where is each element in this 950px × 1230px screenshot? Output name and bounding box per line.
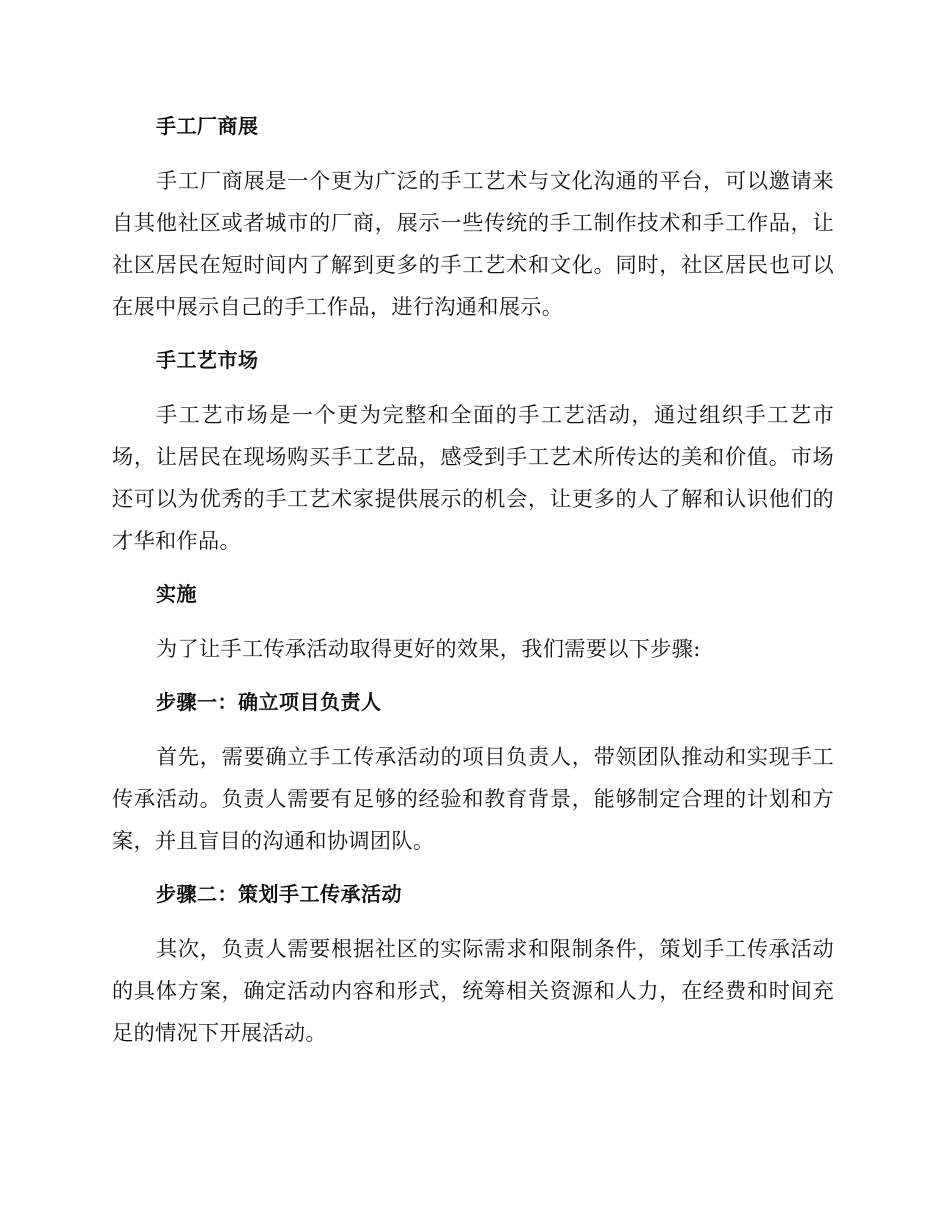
paragraph-step2: 其次，负责人需要根据社区的实际需求和限制条件，策划手工传承活动的具体方案，确定活动内容和形式，统筹相关资源和人力，在经费和时间充足的情况下开展活动。 xyxy=(112,936,834,1045)
paragraph-craft-fair: 手工厂商展是一个更为广泛的手工艺术与文化沟通的平台，可以邀请来自其他社区或者城市的厂商，展示一些传统的手工制作技术和手工作品，让社区居民在短时间内了解到更多的手工艺术和文化。同时，社区居民也可以在展中展示自己的手工作品，进行沟通和展示。 xyxy=(112,168,834,319)
section-heading-step1: 步骤一：确立项目负责人 xyxy=(156,690,382,714)
paragraph-step1: 首先，需要确立手工传承活动的项目负责人，带领团队推动和实现手工传承活动。负责人需要有足够的经验和教育背景，能够制定合理的计划和方案，并且盲目的沟通和协调团队。 xyxy=(112,744,834,853)
section-heading-step2: 步骤二：策划手工传承活动 xyxy=(156,882,402,906)
document-page xyxy=(112,106,834,1054)
paragraph-craft-market: 手工艺市场是一个更为完整和全面的手工艺活动，通过组织手工艺市场，让居民在现场购买手工艺品，感受到手工艺术所传达的美和价值。市场还可以为优秀的手工艺术家提供展示的机会，让更多的人了解和认识他们的才华和作品。 xyxy=(112,402,834,553)
section-heading-craft-fair: 手工厂商展 xyxy=(156,114,259,138)
paragraph-implementation-intro: 为了让手工传承活动取得更好的效果，我们需要以下步骤: xyxy=(156,636,701,661)
section-heading-implementation: 实施 xyxy=(156,582,197,606)
section-heading-craft-market: 手工艺市场 xyxy=(156,348,259,372)
